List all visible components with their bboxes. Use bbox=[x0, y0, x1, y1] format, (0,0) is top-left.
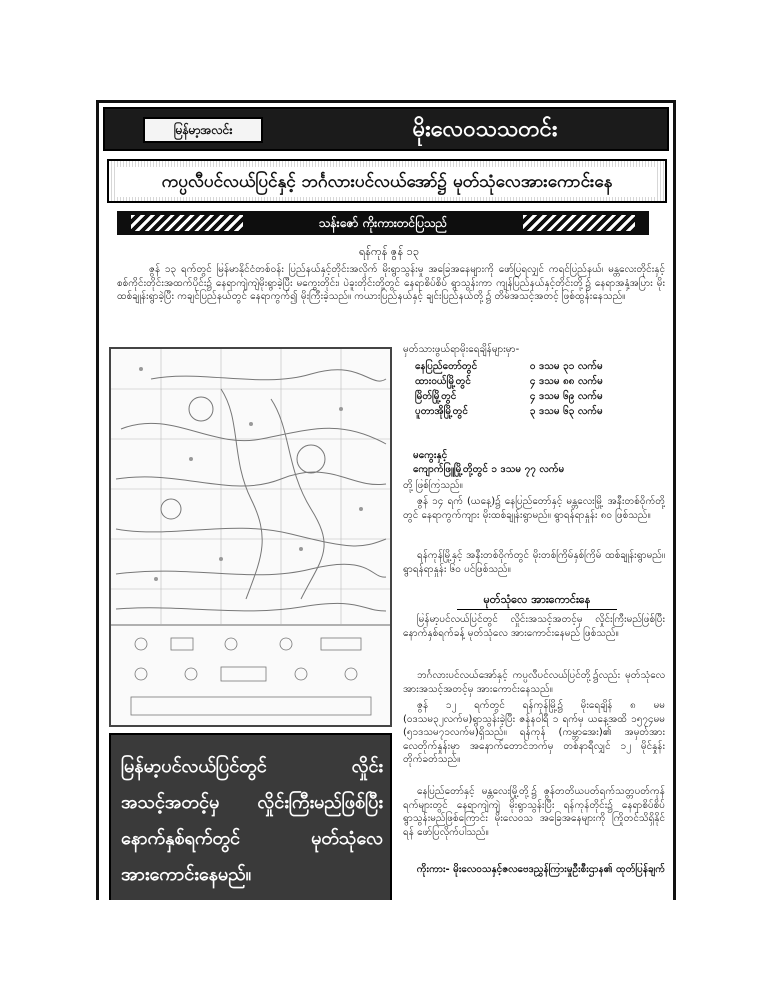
rainfall-intro: မှတ်သားဖွယ်ရာမိုးရေချိန်များမှာ- bbox=[403, 344, 520, 355]
body-paragraph: ဘင်္ဂလားပင်လယ်အော်နှင့် ကပ္ပလီပင်လယ်ပြင်တို့၌လည်း မုတ်သုံလေ အားအသင့်အတင့်မှ အားကောင်းနေသည်။ bbox=[403, 670, 665, 695]
summary-box bbox=[109, 733, 392, 900]
newspaper-page bbox=[96, 100, 676, 900]
rainfall-extra-line-1: မကွေးနှင့် bbox=[413, 450, 448, 461]
rainfall-table bbox=[413, 359, 663, 419]
rainfall-extra-line-2: ကျောက်ဖြူမြို့တို့တွင် ၁ ဒသမ ၇၇ လက်မ bbox=[413, 463, 565, 475]
summary-text: မြန်မာ့ပင်လယ်ပြင်တွင် လှိုင်းအသင့်အတင့်မှ လှိုင်းကြီးမည်ဖြစ်ပြီး နောက်နှစ်ရက်တွင် မုတ်သုံလေ အားကောင်းနေမည်။ bbox=[121, 756, 383, 885]
city-name: နေပြည်တော်တွင် bbox=[415, 361, 478, 372]
table-row bbox=[413, 359, 663, 374]
body-paragraph: နေပြည်တော်နှင့် မန္တလေးမြို့တို့၌ ဇွန်တတိယပတ်ရက်သတ္တပတ်ကုန်ရက်များတွင် နေရာကျဲကျဲ မိုးရွာသွန်းပြီး ရန်ကုန်တိုင်း၌ နေရာစိပ်စိပ် ရွာသွန်းမည်ဖြစ်ကြောင်း မိုးလေဝသ အခြေအနေများကို ကြိုတင်သိရှိနိုင်ရန် ဖော်ပြလိုက်ပါသည်။ bbox=[403, 786, 665, 838]
hatched-stripe-right bbox=[523, 215, 635, 231]
dateline: ရန်ကုန် ဇွန် ၁၃ bbox=[358, 245, 420, 258]
byline: သန်းဇော် ကိုးကားတင်ပြသည် bbox=[318, 216, 448, 230]
lead-paragraph: ဇွန် ၁၃ ရက်တွင် မြန်မာနိုင်ငံတစ်ဝန်း ပြည်နယ်နှင့်တိုင်းအလိုက် မိုးရွာသွန်းမှု အခြေအနေများကို ဖော်ပြရလျှင် ကရင်ပြည်နယ်၊ မန္တလေးတိုင်းနှင့် စစ်ကိုင်းတိုင်းအထက်ပိုင်း၌ နေရာကျဲကျဲမိုးရွာခဲ့ပြီး မကွေးတိုင်း၊ ပဲခူးတိုင်းတို့တွင် နေရာစိပ်စိပ် ရွာသွန်းကာ ကျန်ပြည်နယ်နှင့်တိုင်းတို့၌ နေရာအနှံ့အပြား မိုးထစ်ချုန်းရွာခဲ့ပြီး ကချင်ပြည်နယ်တွင် နေရာကွက်၍ မိုးကြီးခဲ့သည်။ ကယားပြည်နယ်နှင့် ချင်းပြည်နယ်တို့၌ တိမ်အသင့်အတင့် ဖြစ်ထွန်းနေသည်။ bbox=[117, 264, 665, 302]
rainfall-tail: တို့ ဖြစ်ကြသည်။ bbox=[403, 480, 463, 491]
newspaper-logo: မြန်မာ့အလင်း bbox=[143, 117, 263, 143]
headline-box bbox=[107, 159, 667, 203]
rainfall-value: ၄ ဒသမ ၆၉ လက်မ bbox=[529, 391, 603, 402]
rainfall-value: ၀ ဒသမ ၃၁ လက်မ bbox=[529, 361, 603, 372]
rainfall-extra bbox=[413, 449, 665, 477]
section-heading: မုတ်သုံလေ အားကောင်းနေ bbox=[457, 591, 617, 610]
forecast-paragraph: ရန်ကုန်မြို့နှင့် အနီးတစ်ဝိုက်တွင် မိုးတစ်ကြိမ်နှစ်ကြိမ် ထစ်ချုန်းရွာမည်။ ရွာရန်ရာနှုန်း ၆၀ ပင်ဖြစ်သည်။ bbox=[403, 550, 665, 575]
table-row bbox=[413, 389, 663, 404]
table-row bbox=[413, 374, 663, 389]
source-credit: ကိုးကား- မိုးလေဝသနှင့်ဇလဗေဒညွှန်ကြားမှုဦးစီးဌာန၏ ထုတ်ပြန်ချက် bbox=[416, 864, 665, 875]
city-name: ပူတာအိုမြို့တွင် bbox=[415, 406, 468, 417]
headline: ကပ္ပလီပင်လယ်ပြင်နှင့် ဘင်္ဂလားပင်လယ်အော်၌ မုတ်သုံလေအားကောင်းနေ bbox=[117, 167, 657, 197]
table-row bbox=[413, 404, 663, 419]
column-title: မိုးလေဝသသတင်း bbox=[412, 117, 558, 142]
body-paragraph: မြန်မာ့ပင်လယ်ပြင်တွင် လှိုင်းအသင့်အတင့်မှ လှိုင်းကြီးမည်ဖြစ်ပြီး နောက်နှစ်ရက်ခန့် မုတ်သုံလေ အားကောင်းနေမည် ဖြစ်သည်။ bbox=[403, 614, 665, 639]
masthead bbox=[103, 107, 669, 151]
body-paragraph: ဇွန် ၁၂ ရက်တွင် ရန်ကုန်မြို့၌ မိုးရေချိန် ၈ မမ (၀ဒသမ၃၂လက်မ)ရွာသွန်းခဲ့ပြီး ဇန်နဝါရီ ၁ ရက်မှ ယနေ့အထိ ၁၅၇၄မမ (၅၁ဒသမ၇၁လက်မ)ရှိသည်။ ရန်ကုန် (ကမ္ဘာအေး)၏ အမှတ်အားလေတိုက်နှုန်းမှာ အနောက်တောင်ဘက်မှ တစ်နာရီလျှင် ၁၂ မိုင်နှုန်း တိုက်ခတ်သည်။ bbox=[403, 700, 665, 765]
byline-banner bbox=[117, 211, 649, 235]
rainfall-value: ၃ ဒသမ ၆၃ လက်မ bbox=[529, 406, 603, 417]
rainfall-value: ၄ ဒသမ ၈၈ လက်မ bbox=[529, 376, 603, 387]
weather-map bbox=[109, 347, 392, 727]
city-name: မြိတ်မြို့တွင် bbox=[415, 391, 457, 402]
forecast-paragraph: ဇွန် ၁၄ ရက် (ယနေ့)၌ နေပြည်တော်နှင့် မန္တလေးမြို့ အနီးတစ်ဝိုက်တို့တွင် နေရာကွက်ကျား မိုးထစ်ချုန်းရွာမည်။ ရွာရန်ရာနှုန်း ၈၀ ဖြစ်သည်။ bbox=[403, 496, 665, 521]
city-name: ထားဝယ်မြို့တွင် bbox=[415, 376, 471, 387]
hatched-stripe-left bbox=[131, 215, 243, 231]
weather-map-drawing bbox=[111, 349, 390, 725]
